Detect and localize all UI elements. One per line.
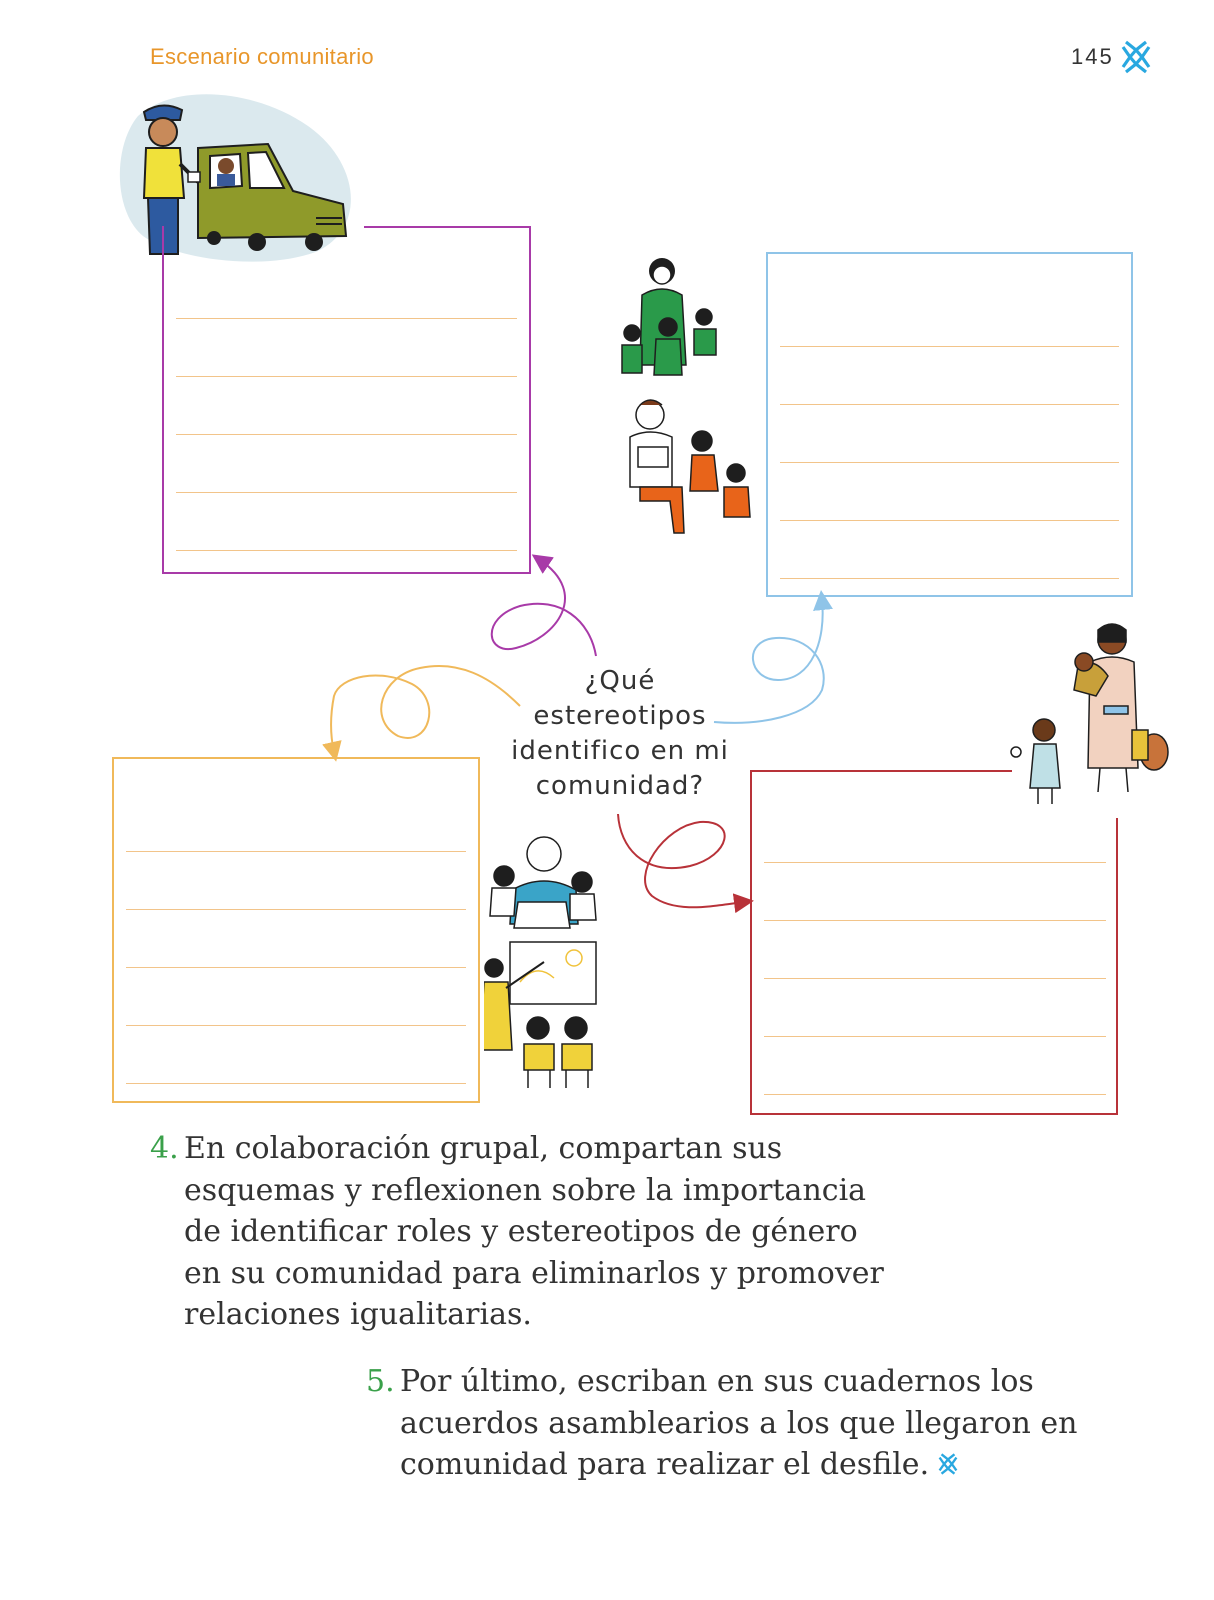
- question-line: identifico en mi: [511, 736, 729, 766]
- writing-line[interactable]: [780, 404, 1119, 405]
- children-group-1: [622, 309, 716, 375]
- writing-line[interactable]: [176, 492, 517, 493]
- writing-line[interactable]: [176, 318, 517, 319]
- teacher-man: [630, 400, 684, 533]
- writing-line[interactable]: [176, 376, 517, 377]
- writing-line[interactable]: [126, 967, 466, 968]
- writing-line[interactable]: [764, 1036, 1106, 1037]
- writing-line[interactable]: [764, 978, 1106, 979]
- center-question: [500, 664, 740, 804]
- writing-line[interactable]: [176, 550, 517, 551]
- lattice-ornament-icon: [937, 1451, 959, 1477]
- box-border-segment: [750, 770, 1012, 772]
- teachers-children-illustration: [620, 255, 770, 551]
- box-bottom-left[interactable]: [112, 757, 480, 1103]
- question-line: ¿Qué: [584, 666, 656, 696]
- box-border-segment: [1116, 818, 1118, 1115]
- writing-line[interactable]: [780, 578, 1119, 579]
- writing-line[interactable]: [764, 862, 1106, 863]
- item-number: 5.: [366, 1364, 395, 1399]
- red-arrow: [618, 814, 744, 907]
- writing-line[interactable]: [780, 520, 1119, 521]
- students-desks: [524, 1017, 592, 1088]
- instruction-line: relaciones igualitarias.: [184, 1297, 532, 1332]
- writing-line[interactable]: [780, 462, 1119, 463]
- instruction-line: En colaboración grupal, compartan sus: [184, 1131, 783, 1166]
- purple-arrow: [492, 560, 596, 656]
- grandfather-classroom-illustration: [484, 832, 608, 1098]
- box-top-left[interactable]: [162, 226, 531, 574]
- mother-carrying-baby: [1074, 624, 1138, 792]
- writing-line[interactable]: [126, 1025, 466, 1026]
- writing-line[interactable]: [176, 434, 517, 435]
- page-number: 145: [1071, 44, 1114, 69]
- grandfather-laptop: [490, 837, 596, 928]
- instruction-line: acuerdos asamblearios a los que llegaron en: [400, 1405, 1078, 1441]
- instruction-line-last: [400, 1444, 1120, 1486]
- writing-line[interactable]: [764, 1094, 1106, 1095]
- instruction-line: comunidad para realizar el desfile.: [400, 1447, 930, 1482]
- instruction-line: esquemas y reflexionen sobre la importancia: [184, 1172, 867, 1208]
- lattice-ornament-icon: [1119, 38, 1153, 76]
- question-line: estereotipos: [533, 701, 707, 731]
- instruction-line: Por último, escriban en sus cuadernos los: [400, 1364, 1034, 1399]
- yellow-arrow: [331, 666, 520, 752]
- instruction-item-5: [366, 1361, 1120, 1486]
- question-line: comunidad?: [535, 771, 705, 801]
- box-bottom-right[interactable]: [750, 770, 1118, 1115]
- instruction-line: de identificar roles y estereotipos de género: [184, 1214, 858, 1249]
- box-border-segment: [364, 226, 531, 228]
- instruction-line: en su comunidad para eliminarlos y promover: [184, 1255, 884, 1291]
- writing-line[interactable]: [126, 851, 466, 852]
- section-label: Escenario comunitario: [150, 44, 374, 69]
- writing-line[interactable]: [764, 920, 1106, 921]
- children-group-2: [690, 431, 750, 517]
- instruction-item-4: [150, 1128, 924, 1336]
- writing-line[interactable]: [780, 346, 1119, 347]
- item-number: 4.: [150, 1131, 179, 1166]
- writing-line[interactable]: [126, 1083, 466, 1084]
- box-top-right[interactable]: [766, 252, 1133, 597]
- writing-line[interactable]: [126, 909, 466, 910]
